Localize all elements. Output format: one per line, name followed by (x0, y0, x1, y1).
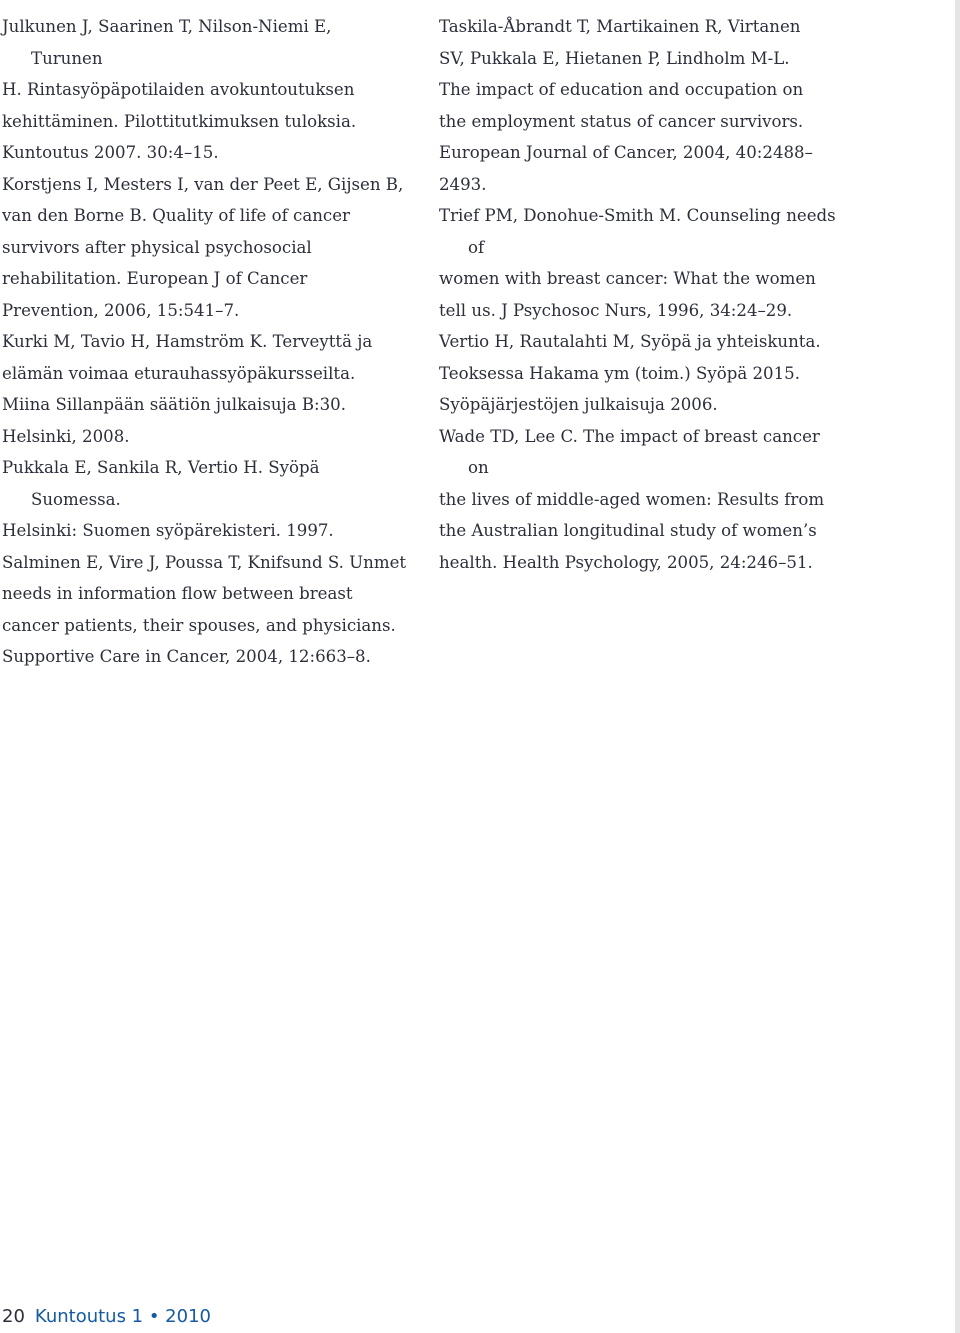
reference-entry (2, 326, 407, 452)
reference-entry (439, 421, 844, 579)
reference-line: elämän voimaa eturauhassyöpäkursseilta. (2, 363, 356, 383)
reference-line: Supportive Care in Cancer, 2004, 12:663–8. (2, 647, 371, 666)
reference-line: women with breast cancer: What the women (439, 269, 816, 288)
reference-line: the lives of middle-aged women: Results from (439, 489, 825, 509)
reference-line: The impact of education and occupation on (439, 80, 804, 99)
reference-line: tell us. J Psychosoc Nurs, 1996, 34:24–29. (439, 300, 793, 320)
reference-line: rehabilitation. European J of Cancer (2, 269, 308, 288)
reference-entry (439, 326, 844, 421)
reference-line: Vertio H, Rautalahti M, Syöpä ja yhteiskunta. (439, 332, 821, 351)
page-footer (2, 1302, 211, 1332)
reference-line: Pukkala E, Sankila R, Vertio H. Syöpä Suomessa. (2, 458, 320, 509)
page-edge (955, 0, 960, 1333)
reference-line: Kuntoutus 2007. 30:4–15. (2, 143, 219, 162)
reference-line: Taskila-Åbrandt T, Martikainen R, Virtanen (439, 17, 801, 36)
journal-issue: Kuntoutus 1 • 2010 (34, 1306, 211, 1327)
reference-line: kehittäminen. Pilottitutkimuksen tuloksia. (2, 111, 357, 131)
reference-line: Kurki M, Tavio H, Hamström K. Terveyttä ja (2, 332, 373, 351)
reference-line: Teoksessa Hakama ym (toim.) Syöpä 2015. (439, 363, 801, 383)
reference-line: 2493. (439, 174, 487, 194)
references-right-column (439, 11, 844, 578)
reference-line: needs in information flow between breast (2, 584, 353, 603)
reference-line: cancer patients, their spouses, and physicians. (2, 615, 396, 635)
reference-line: Trief PM, Donohue-Smith M. Counseling needs of (439, 206, 836, 257)
reference-line: Wade TD, Lee C. The impact of breast cancer on (439, 426, 820, 477)
reference-line: European Journal of Cancer, 2004, 40:2488– (439, 143, 813, 162)
reference-entry (2, 169, 407, 327)
reference-entry (2, 547, 407, 673)
reference-line: Julkunen J, Saarinen T, Nilson-Niemi E, Turunen (2, 17, 332, 68)
reference-entry (439, 200, 844, 326)
reference-line: van den Borne B. Quality of life of cancer (2, 206, 350, 225)
reference-line: the employment status of cancer survivors. (439, 111, 804, 131)
page-number: 20 (2, 1306, 25, 1327)
reference-line: Syöpäjärjestöjen julkaisuja 2006. (439, 395, 718, 414)
reference-line: health. Health Psychology, 2005, 24:246–51. (439, 552, 813, 572)
reference-line: H. Rintasyöpäpotilaiden avokuntoutuksen (2, 80, 355, 99)
reference-line: Helsinki, 2008. (2, 426, 130, 446)
reference-line: Miina Sillanpään säätiön julkaisuja B:30. (2, 395, 347, 414)
reference-line: Salminen E, Vire J, Poussa T, Knifsund S. Unmet (2, 552, 407, 572)
reference-entry (2, 11, 407, 169)
reference-line: SV, Pukkala E, Hietanen P, Lindholm M-L. (439, 48, 790, 68)
references-left-column (2, 11, 407, 673)
reference-line: survivors after physical psychosocial (2, 237, 312, 257)
reference-line: the Australian longitudinal study of women’s (439, 521, 817, 540)
reference-entry (439, 11, 844, 200)
reference-entry (2, 452, 407, 547)
reference-line: Helsinki: Suomen syöpärekisteri. 1997. (2, 521, 334, 540)
reference-line: Prevention, 2006, 15:541–7. (2, 300, 240, 320)
reference-line: Korstjens I, Mesters I, van der Peet E, Gijsen B, (2, 174, 404, 194)
